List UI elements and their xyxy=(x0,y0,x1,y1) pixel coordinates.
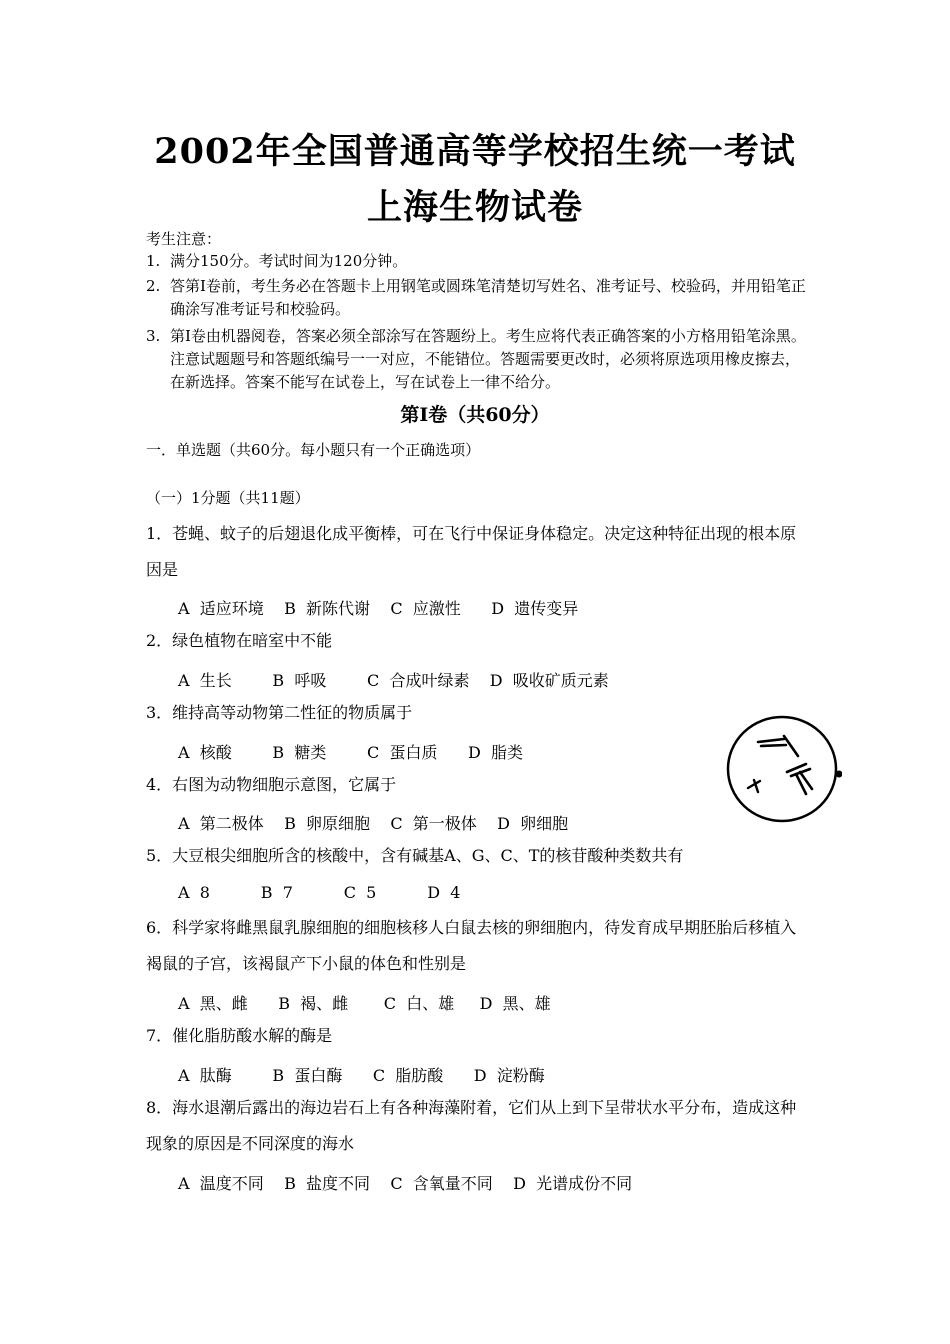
question-options: A 第二极体 B 卵原细胞 C 第一极体 D 卵细胞 xyxy=(178,814,569,833)
question-options: A 适应环境 B 新陈代谢 C 应激性 D 遗传变异 xyxy=(178,599,579,618)
notice-item xyxy=(146,250,810,273)
notice-item-number: 3. xyxy=(146,327,161,345)
question-stem: 6．科学家将雌黑鼠乳腺细胞的细胞核移人白鼠去核的卵细胞内，待发育成早期胚胎后移植入褐鼠的子宫，该褐鼠产下小鼠的体色和性别是 xyxy=(146,918,797,973)
question-stem: 2．绿色植物在暗室中不能 xyxy=(146,631,333,650)
notice-item-text: 第Ⅰ卷由机器阅卷，答案必须全部涂写在答题纷上。考生应将代表正确答案的小方格用铅笔涂黑。注意试题题号和答题纸编号一一对应，不能错位。答题需要更改时，必须将原选项用橡皮擦去，在新选择。答案不能写在试卷上，写在试卷上一律不给分。 xyxy=(170,327,806,391)
question-stem: 8．海水退潮后露出的海边岩石上有各种海藻附着，它们从上到下呈带状水平分布，造成这种现象的原因是不同深度的海水 xyxy=(146,1098,797,1153)
exam-subtitle: 上海生物试卷 xyxy=(366,187,583,228)
question-stem: 5．大豆根尖细胞所含的核酸中，含有碱基A、G、C、T的核苷酸种类数共有 xyxy=(146,846,684,865)
notice-item-text: 答第Ⅰ卷前，考生务必在答题卡上用钢笔或圆珠笔清楚切写姓名、准考证号、校验码，并用铅笔正确涂写准考证号和校验码。 xyxy=(170,277,806,318)
section-title: 第Ⅰ卷（共60分） xyxy=(400,404,550,426)
question-stem: 4．右图为动物细胞示意图，它属于 xyxy=(146,775,397,794)
chromosome-pair xyxy=(758,736,798,756)
question-options: A 核酸 B 糖类 C 蛋白质 D 脂类 xyxy=(178,743,523,762)
chromosome-pair xyxy=(787,764,812,794)
notice-heading: 考生注意： xyxy=(146,230,222,248)
part-heading: 一．单选题（共60分。每小题只有一个正确选项） xyxy=(146,441,481,459)
question-options: A 黑、雌 B 褐、雌 C 白、雄 D 黑、雄 xyxy=(178,994,551,1013)
notice-item-number: 1. xyxy=(146,252,161,270)
question-stem: 3．维持高等动物第二性征的物质属于 xyxy=(146,703,413,722)
cell-membrane xyxy=(728,717,836,821)
notice-item-number: 2. xyxy=(146,277,161,295)
exam-title: 2002年全国普通高等学校招生统一考试 xyxy=(154,131,796,172)
chromosome-small xyxy=(748,780,760,792)
question-options: A 8 B 7 C 5 D 4 xyxy=(178,883,461,902)
cell-diagram-figure xyxy=(724,712,842,824)
question-options: A 肽酶 B 蛋白酶 C 脂肪酸 D 淀粉酶 xyxy=(178,1066,545,1085)
question-stem: 1．苍蝇、蚊子的后翅退化成平衡棒，可在飞行中保证身体稳定。决定这种特征出现的根本原因是 xyxy=(146,524,797,579)
notice-item xyxy=(146,275,810,321)
question-options: A 生长 B 呼吸 C 合成叶绿素 D 吸收矿质元素 xyxy=(178,671,609,690)
notice-item xyxy=(146,325,810,394)
question-stem: 7．催化脂肪酸水解的酶是 xyxy=(146,1026,333,1045)
question-options: A 温度不同 B 盐度不同 C 含氧量不同 D 光谱成份不同 xyxy=(178,1174,633,1193)
notice-item-text: 满分150分。考试时间为120分钟。 xyxy=(170,252,408,270)
subpart-heading: （一）1分题（共11题） xyxy=(146,489,310,507)
